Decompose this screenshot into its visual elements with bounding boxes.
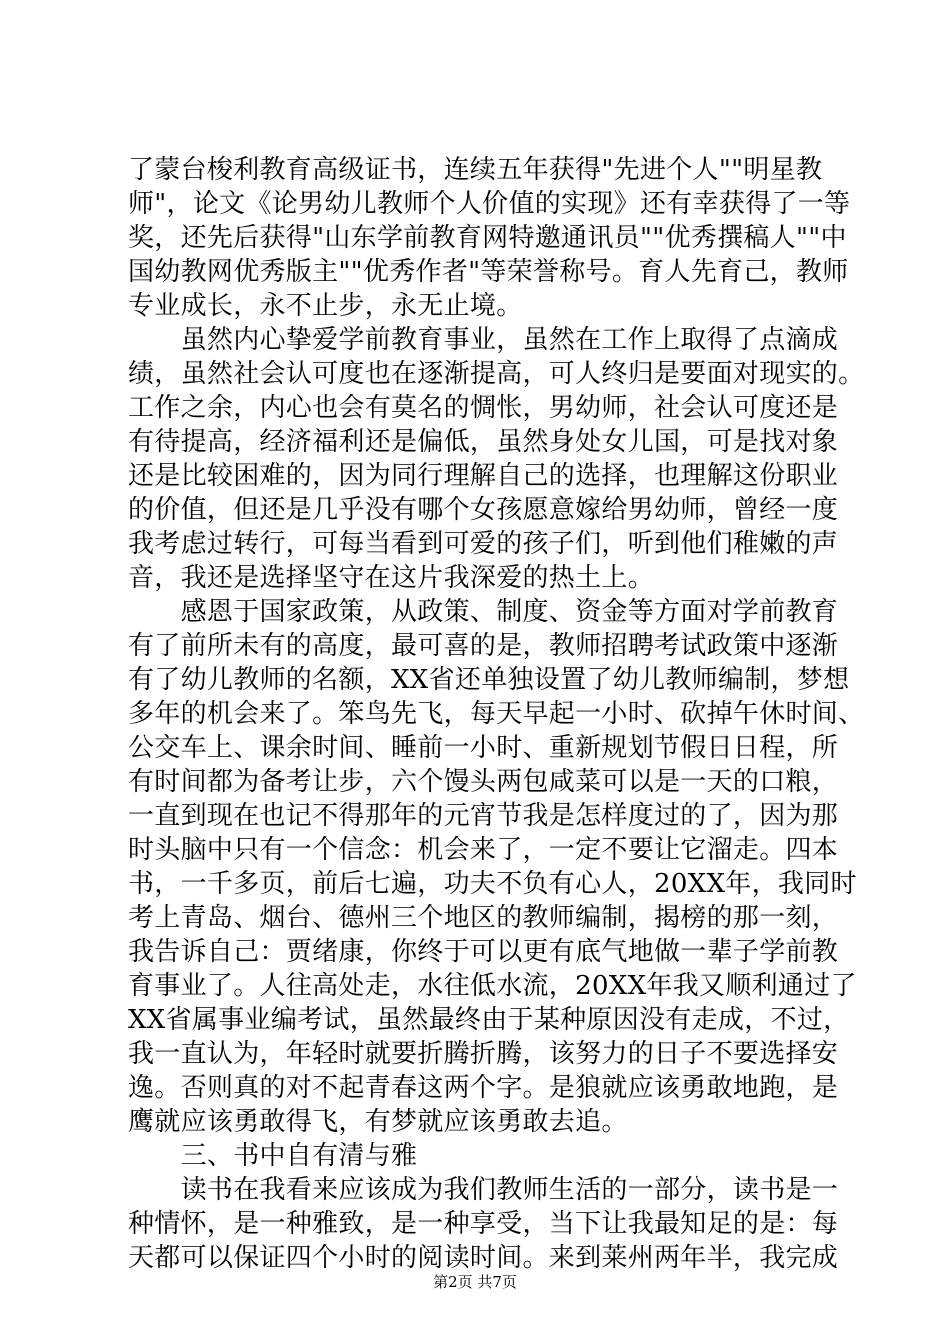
text-line: 感恩于国家政策，从政策、制度、资金等方面对学前教育	[128, 597, 839, 627]
text-line: 有时间都为备考让步，六个馒头两包咸菜可以是一天的口粮，	[128, 767, 839, 797]
text-line: 专业成长，永不止步，永无止境。	[128, 291, 523, 321]
text-line: 虽然内心挚爱学前教育事业，虽然在工作上取得了点滴成	[128, 325, 839, 355]
text-line: 读书在我看来应该成为我们教师生活的一部分，读书是一	[128, 1175, 839, 1205]
text-line: 工作之余，内心也会有莫名的惆怅，男幼师，社会认可度还是	[128, 393, 839, 423]
text-line: 鹰就应该勇敢得飞，有梦就应该勇敢去追。	[128, 1107, 628, 1137]
text-line: 国幼教网优秀版主""优秀作者"等荣誉称号。育人先育己，教师	[128, 257, 849, 287]
text-line: 奖，还先后获得"山东学前教育网特邀通讯员""优秀撰稿人""中	[128, 223, 847, 253]
text-line: 有待提高，经济福利还是偏低，虽然身处女儿国，可是找对象	[128, 427, 839, 457]
text-line: 书，一千多页，前后七遍，功夫不负有心人，20XX年，我同时	[128, 869, 857, 899]
text-line: 考上青岛、烟台、德州三个地区的教师编制，揭榜的那一刻，	[128, 903, 839, 933]
page-body	[128, 155, 865, 1277]
page-number-footer: 第2页 共7页	[433, 1273, 517, 1291]
text-line: 我一直认为，年轻时就要折腾折腾，该努力的日子不要选择安	[128, 1039, 839, 1069]
text-line: 还是比较困难的，因为同行理解自己的选择，也理解这份职业	[128, 461, 839, 491]
text-line: 逸。否则真的对不起青春这两个字。是狼就应该勇敢地跑，是	[128, 1073, 839, 1103]
text-line: 我考虑过转行，可每当看到可爱的孩子们，听到他们稚嫩的声	[128, 529, 839, 559]
text-line: 有了前所未有的高度，最可喜的是，教师招聘考试政策中逐渐	[128, 631, 839, 661]
text-line: 绩，虽然社会认可度也在逐渐提高，可人终归是要面对现实的。	[128, 359, 865, 389]
text-line: 一直到现在也记不得那年的元宵节我是怎样度过的了，因为那	[128, 801, 839, 831]
text-line: 天都可以保证四个小时的阅读时间。来到莱州两年半，我完成	[128, 1243, 839, 1273]
text-line: 有了幼儿教师的名额，XX省还单独设置了幼儿教师编制，梦想	[128, 665, 850, 695]
text-line: 了蒙台梭利教育高级证书，连续五年获得"先进个人""明星教	[128, 155, 823, 185]
text-line: 多年的机会来了。笨鸟先飞，每天早起一小时、砍掉午休时间、	[128, 699, 865, 729]
text-line: 时头脑中只有一个信念：机会来了，一定不要让它溜走。四本	[128, 835, 839, 865]
text-line: 音，我还是选择坚守在这片我深爱的热土上。	[128, 563, 655, 593]
section-heading: 三、书中自有清与雅	[128, 1141, 418, 1171]
text-line: 公交车上、课余时间、睡前一小时、重新规划节假日日程，所	[128, 733, 839, 763]
text-line: 我告诉自己：贾绪康，你终于可以更有底气地做一辈子学前教	[128, 937, 839, 967]
text-line: 种情怀，是一种雅致，是一种享受，当下让我最知足的是：每	[128, 1209, 839, 1239]
text-line: 的价值，但还是几乎没有哪个女孩愿意嫁给男幼师，曾经一度	[128, 495, 839, 525]
text-line: 育事业了。人往高处走，水往低水流，20XX年我又顺利通过了	[128, 971, 857, 1001]
text-line: 师"，论文《论男幼儿教师个人价值的实现》还有幸获得了一等	[128, 189, 851, 219]
text-line: XX省属事业编考试，虽然最终由于某种原因没有走成，不过，	[128, 1005, 850, 1035]
